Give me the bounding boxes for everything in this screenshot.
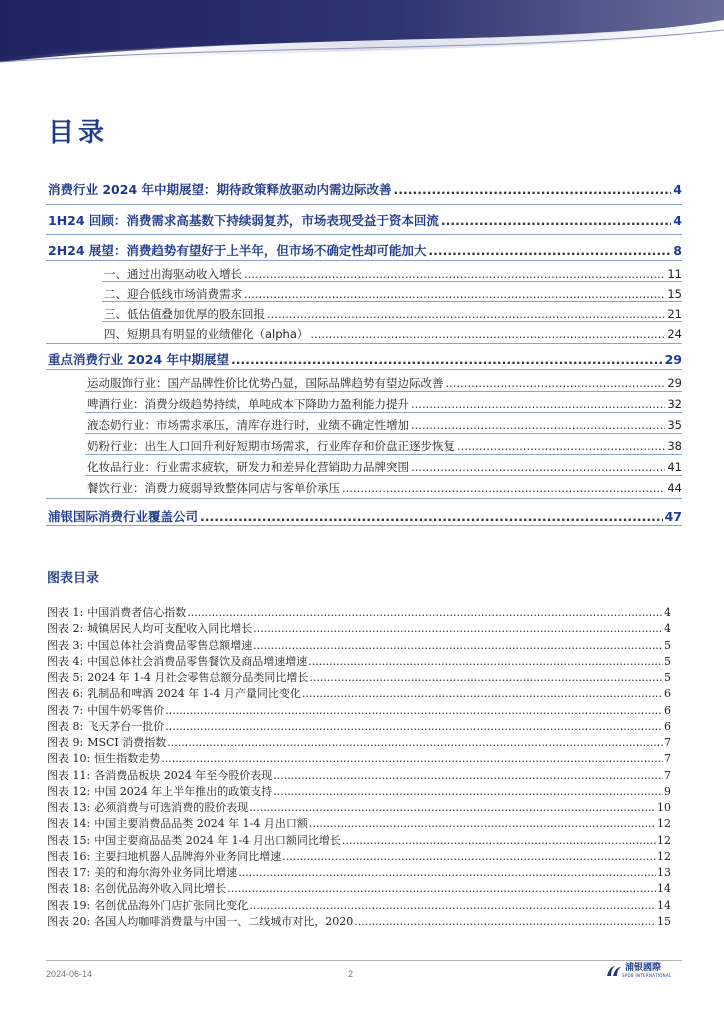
figure-label: 中国总体社会消费品零售总额增速 (87, 638, 253, 652)
toc-entry-page: 4 (673, 213, 682, 228)
page-number: 2 (348, 969, 354, 979)
toc-entry-label: 运动服饰行业：国产品牌性价比优势凸显，国际品牌趋势有望边际改善 (87, 376, 444, 390)
logo-name: 浦银國際 (625, 963, 662, 973)
logo-subtitle: SPDB INTERNATIONAL (622, 973, 672, 978)
figure-label: 各消费品板块 2024 年至今股价表现 (94, 768, 273, 782)
figure-number: 图表 20: (47, 914, 91, 928)
figure-label: 中国牛奶零售价 (87, 703, 165, 717)
figure-page: 14 (657, 898, 671, 912)
dot-leader (273, 769, 663, 782)
figure-page: 13 (657, 866, 671, 879)
dot-leader (457, 439, 665, 453)
dot-leader (309, 671, 663, 684)
toc-entry[interactable] (48, 241, 682, 259)
footer-divider (46, 960, 682, 961)
figure-number: 图表 6: (47, 687, 84, 701)
figure-list-item[interactable] (47, 637, 671, 653)
dot-leader (411, 460, 665, 474)
dot-leader (249, 899, 656, 912)
toc-entry-page: 4 (673, 182, 682, 197)
figure-page: 12 (657, 833, 671, 847)
figure-list-item[interactable] (47, 767, 671, 783)
dot-leader (249, 801, 656, 814)
figure-number: 图表 13: (47, 801, 91, 814)
dot-leader (200, 509, 663, 524)
figure-list-item[interactable] (47, 848, 671, 864)
figure-list-item[interactable] (47, 718, 671, 734)
toc-entry-page: 21 (667, 307, 682, 321)
toc-entry-label: 奶粉行业：出生人口回升利好短期市场需求，行业库存和价盘正逐步恢复 (87, 439, 455, 453)
divider (85, 475, 682, 476)
dot-leader (165, 720, 663, 733)
figure-page: 6 (664, 687, 671, 701)
dot-leader (282, 850, 656, 863)
figure-list-item[interactable] (47, 685, 671, 701)
divider (46, 204, 682, 205)
figure-list-item[interactable] (47, 669, 671, 685)
figure-list-item[interactable] (47, 864, 671, 880)
figure-page: 6 (664, 703, 671, 717)
figure-number: 图表 9: (47, 736, 84, 749)
figure-number: 图表 2: (47, 622, 84, 636)
toc-entry[interactable] (104, 306, 682, 322)
figure-number: 图表 3: (47, 638, 84, 652)
divider (85, 412, 682, 413)
figure-list-item[interactable] (47, 783, 671, 799)
dot-leader (411, 397, 665, 411)
figure-label: 中国总体社会消费品零售餐饮及商品增速增速 (87, 654, 308, 668)
figure-number: 图表 5: (47, 671, 84, 684)
figure-label: 中国 2024 年上半年推出的政策支持 (94, 784, 273, 798)
figure-number: 图表 11: (47, 768, 91, 782)
toc-entry-page: 15 (667, 287, 682, 301)
dot-leader (342, 481, 665, 495)
dot-leader (446, 376, 666, 390)
toc-entry-label: 一、通过出海驱动收入增长 (104, 267, 242, 281)
figure-number: 图表 18: (47, 882, 91, 896)
toc-entry-page: 11 (667, 267, 682, 281)
figure-page: 7 (664, 736, 671, 749)
figure-label: 乳制品和啤酒 2024 年 1-4 月产量同比变化 (87, 687, 301, 701)
dot-leader (253, 639, 663, 652)
header-banner (0, 0, 724, 66)
figure-list-item[interactable] (47, 702, 671, 718)
dot-leader (267, 307, 665, 321)
toc-entry-page: 8 (673, 243, 682, 258)
figure-page: 5 (664, 654, 671, 668)
figure-number: 图表 1: (47, 606, 84, 619)
figure-list-item[interactable] (47, 750, 671, 766)
figure-list-item[interactable] (47, 880, 671, 896)
divider (46, 260, 682, 261)
dot-leader (167, 736, 663, 749)
footer-date: 2024-06-14 (46, 969, 93, 979)
dot-leader (238, 866, 656, 879)
dot-leader (310, 327, 665, 341)
dot-leader (428, 243, 671, 258)
figure-page: 9 (664, 784, 671, 798)
header-banner-graphic (0, 0, 724, 66)
toc-entry[interactable] (104, 326, 682, 342)
dot-leader (411, 418, 665, 432)
toc-entry[interactable] (48, 180, 682, 198)
figure-list-item[interactable] (47, 604, 671, 620)
figure-label: 主要扫地机器人品牌海外业务同比增速 (94, 849, 282, 863)
figure-list-item[interactable] (47, 913, 671, 929)
figure-page: 4 (664, 622, 671, 636)
dot-leader (165, 704, 663, 717)
figure-label: 美的和海尔海外业务同比增速 (94, 866, 238, 879)
dot-leader (231, 352, 663, 367)
divider (102, 321, 682, 322)
toc-entry-label: 2H24 展望：消费趋势有望好于上半年，但市场不确定性却可能加大 (48, 243, 427, 258)
divider (46, 498, 682, 499)
toc-entry-label: 三、低估值叠加优厚的股东回报 (104, 307, 265, 321)
toc-entry[interactable] (87, 375, 682, 391)
divider (102, 301, 682, 302)
toc-entry[interactable] (87, 438, 682, 454)
figure-page: 7 (664, 768, 671, 782)
toc-entry-page: 38 (667, 439, 682, 453)
toc-entry-label: 啤酒行业：消费分级趋势持续，单吨成本下降助力盈利能力提升 (87, 397, 409, 411)
divider (46, 525, 682, 526)
figure-label: 2024 年 1-4 月社会零售总额分品类同比增长 (87, 671, 309, 684)
toc-entry[interactable] (87, 459, 682, 475)
toc-entry-page: 24 (667, 327, 682, 341)
toc-entry-label: 消费行业 2024 年中期展望：期待政策释放驱动内需边际改善 (48, 182, 392, 197)
toc-entry-label: 浦银国际消费行业覆盖公司 (48, 509, 199, 524)
figure-list-title: 图表目录 (47, 571, 100, 586)
dot-leader (309, 817, 656, 830)
toc-entry-page: 29 (667, 376, 682, 390)
dot-leader (273, 785, 663, 798)
toc-entry-page: 35 (667, 418, 682, 432)
figure-page: 5 (664, 638, 671, 652)
dot-leader (253, 622, 663, 635)
dot-leader (342, 834, 656, 847)
toc-entry-label: 餐饮行业：消费力疲弱导致整体同店与客单价承压 (87, 481, 340, 495)
dot-leader (354, 915, 656, 928)
figure-label: 中国消费者信心指数 (87, 606, 187, 619)
dot-leader (244, 287, 665, 301)
figure-page: 12 (657, 849, 671, 863)
toc-entry[interactable] (87, 396, 682, 412)
toc-entry[interactable] (48, 350, 682, 368)
toc-entry-page: 47 (664, 509, 682, 524)
figure-page: 4 (664, 606, 671, 619)
divider (102, 281, 682, 282)
figure-list-item[interactable] (47, 815, 671, 831)
figure-list-item[interactable] (47, 832, 671, 848)
figure-label: 城镇居民人均可支配收入同比增长 (87, 622, 253, 636)
toc-entry-label: 液态奶行业：市场需求承压，清库存进行时，业绩不确定性增加 (87, 418, 409, 432)
toc-entry[interactable] (87, 480, 682, 496)
figure-label: 中国主要商品品类 2024 年 1-4 月出口额同比增长 (94, 833, 341, 847)
figure-page: 5 (664, 671, 671, 684)
figure-list-item[interactable] (47, 653, 671, 669)
figure-number: 图表 4: (47, 654, 84, 668)
toc-entry-label: 化妆品行业：行业需求疲软，研发力和差异化营销助力品牌突围 (87, 460, 409, 474)
dot-leader (227, 882, 656, 895)
figure-page: 6 (664, 719, 671, 733)
toc-entry-page: 41 (667, 460, 682, 474)
figure-number: 图表 15: (47, 833, 91, 847)
toc-entry-page: 29 (664, 352, 682, 367)
dot-leader (308, 655, 663, 668)
divider (85, 391, 682, 392)
divider (85, 433, 682, 434)
toc-entry-label: 二、迎合低线市场消费需求 (104, 287, 242, 301)
figure-number: 图表 7: (47, 703, 84, 717)
figure-label: 必须消费与可选消费的股价表现 (94, 801, 249, 814)
page-title: 目录 (48, 118, 109, 148)
figure-label: 名创优品海外门店扩张同比变化 (94, 898, 249, 912)
company-logo (606, 964, 672, 978)
figure-label: 中国主要消费品品类 2024 年 1-4 月出口额 (94, 817, 308, 831)
toc-entry[interactable] (48, 507, 682, 525)
figure-page: 15 (657, 914, 671, 928)
divider (46, 369, 682, 370)
figure-number: 图表 16: (47, 849, 91, 863)
figure-list-item[interactable] (47, 799, 671, 815)
figure-number: 图表 17: (47, 866, 91, 879)
toc-entry[interactable] (104, 266, 682, 282)
figure-list-item[interactable] (47, 620, 671, 636)
dot-leader (394, 182, 672, 197)
divider (46, 343, 682, 344)
dot-leader (161, 752, 663, 765)
dot-leader (302, 687, 663, 700)
toc-entry-page: 32 (667, 397, 682, 411)
figure-number: 图表 10: (47, 752, 91, 766)
figure-number: 图表 12: (47, 784, 91, 798)
figure-number: 图表 8: (47, 719, 84, 733)
figure-label: 恒生指数走势 (94, 752, 161, 766)
figure-label: 飞天茅台一批价 (87, 719, 165, 733)
figure-page: 14 (657, 882, 671, 896)
toc-entry[interactable] (104, 286, 682, 302)
figure-label: 名创优品海外收入同比增长 (94, 882, 227, 896)
figure-list-item[interactable] (47, 897, 671, 913)
toc-entry-label: 1H24 回顾：消费需求高基数下持续弱复苏，市场表现受益于资本回流 (48, 213, 439, 228)
divider (85, 454, 682, 455)
figure-number: 图表 14: (47, 817, 91, 831)
toc-entry-label: 重点消费行业 2024 年中期展望 (48, 352, 229, 367)
toc-entry-label: 四、短期具有明显的业绩催化（alpha） (104, 327, 309, 341)
logo-mark-icon (606, 964, 622, 978)
figure-list-item[interactable] (47, 734, 671, 750)
dot-leader (441, 213, 671, 228)
figure-label: MSCI 消费指数 (87, 736, 167, 749)
dot-leader (244, 267, 665, 281)
toc-entry-page: 44 (667, 481, 682, 495)
divider (46, 234, 682, 235)
figure-page: 10 (657, 801, 671, 814)
figure-page: 7 (664, 752, 671, 766)
figure-label: 各国人均咖啡消费量与中国一、二线城市对比，2020 (94, 914, 354, 928)
toc-entry[interactable] (48, 211, 682, 229)
figure-page: 12 (657, 817, 671, 831)
dot-leader (187, 606, 663, 619)
toc-entry[interactable] (87, 417, 682, 433)
figure-number: 图表 19: (47, 898, 91, 912)
